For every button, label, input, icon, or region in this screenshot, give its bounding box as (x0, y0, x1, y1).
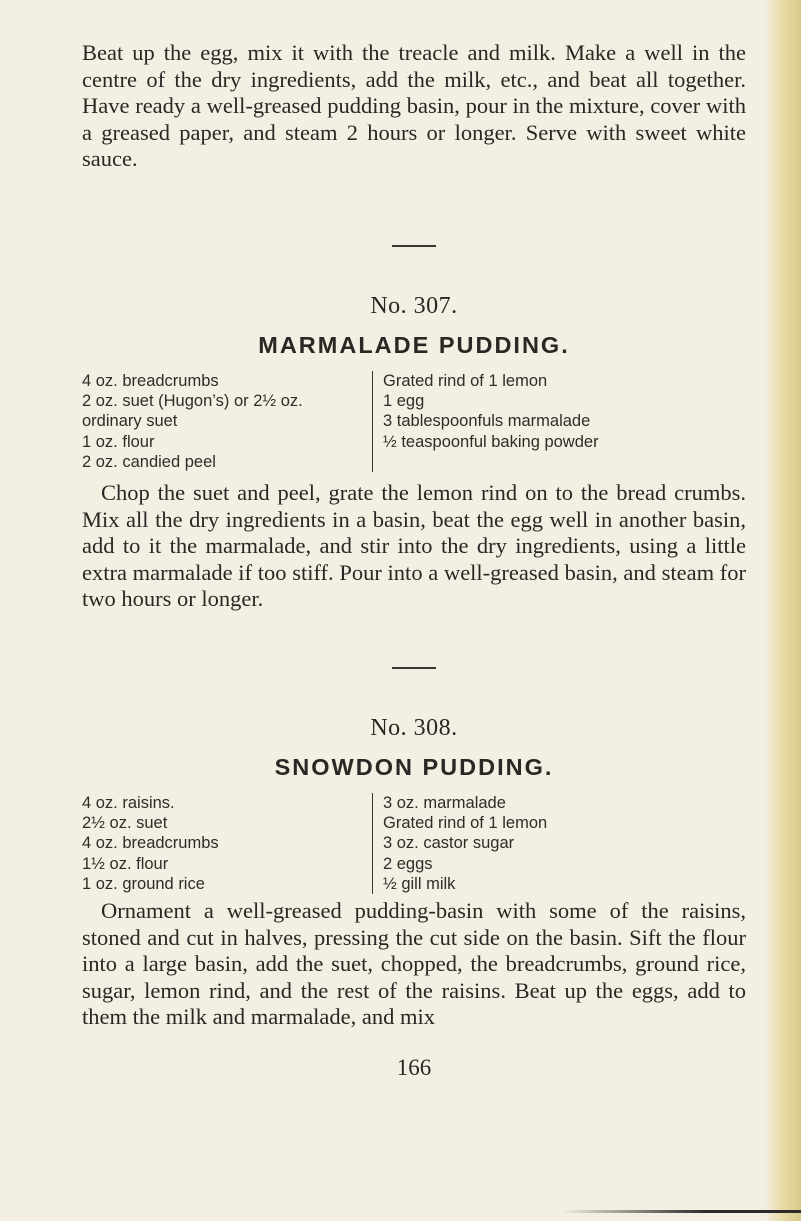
bottom-rule (560, 1210, 801, 1213)
ingredient-item: 3 tablespoonfuls marmalade (383, 412, 591, 431)
ingredient-item: 1 egg (383, 392, 425, 411)
intro-paragraph: Beat up the egg, mix it with the treacle and milk. Make a well in the centre of the dry ingredients, add the milk, etc., and beat all together. Have ready a well-greased pudding basin, pour in the mixture, cover with a greased paper, and steam 2 hours or longer. Serve with sweet white sauce. (82, 40, 746, 172)
ingredients-table (82, 371, 746, 472)
ingredient-item: 3 oz. marmalade (383, 793, 506, 812)
ingredient-item: Grated rind of 1 lemon (383, 371, 548, 390)
ingredient-item: ordinary suet (82, 412, 178, 431)
method-paragraph: Ornament a well-greased pudding-basin with some of the raisins, stoned and cut in halves, pressing the cut side on the basin. Sift the flour into a large basin, add the suet, chopped, the breadcrumbs, ground rice, sugar, lemon rind, and the rest of the raisins. Beat up the eggs, add to them the milk and marmalade, and mix (82, 897, 746, 1030)
ingredient-item: 4 oz. breadcrumbs (82, 834, 219, 853)
ingredient-item: 4 oz. breadcrumbs (82, 371, 219, 390)
ingredient-item: 1 oz. flour (82, 432, 155, 451)
recipe-number: No. 308. (370, 714, 458, 741)
ingredients-right-column (372, 371, 599, 472)
recipe-number: No. 307. (370, 292, 458, 319)
section-divider (392, 245, 436, 247)
ingredient-item: 2 oz. candied peel (82, 452, 216, 471)
ingredient-item: ½ teaspoonful baking powder (383, 432, 599, 451)
recipe-title: SNOWDON PUDDING. (274, 753, 554, 780)
page-edge-shadow (765, 0, 801, 1221)
ingredients-right-column (372, 793, 547, 894)
ingredient-item: 2 oz. suet (Hugon’s) or 2½ oz. (82, 392, 303, 411)
ingredient-item: Grated rind of 1 lemon (383, 814, 548, 833)
ingredients-left-column (82, 371, 372, 472)
ingredients-table (82, 793, 746, 894)
ingredient-item: ½ gill milk (383, 874, 456, 893)
ingredient-item: 2 eggs (383, 854, 433, 873)
ingredient-item: 1½ oz. flour (82, 854, 169, 873)
ingredient-item: 1 oz. ground rice (82, 874, 205, 893)
recipe-title: MARMALADE PUDDING. (258, 331, 570, 358)
ingredient-item: 2½ oz. suet (82, 814, 168, 833)
method-paragraph: Chop the suet and peel, grate the lemon rind on to the bread crumbs. Mix all the dry ingredients in a basin, beat the egg well in another basin, add to it the marmalade, and stir into the dry ingredients, using a little extra marmalade if too stiff. Pour into a well-greased basin, and steam for two hours or longer. (82, 479, 746, 612)
book-page (82, 40, 746, 1081)
page-number: 166 (396, 1054, 432, 1080)
section-divider (392, 667, 436, 669)
ingredient-item: 4 oz. raisins. (82, 793, 175, 812)
ingredient-item: 3 oz. castor sugar (383, 834, 515, 853)
ingredients-left-column (82, 793, 372, 894)
